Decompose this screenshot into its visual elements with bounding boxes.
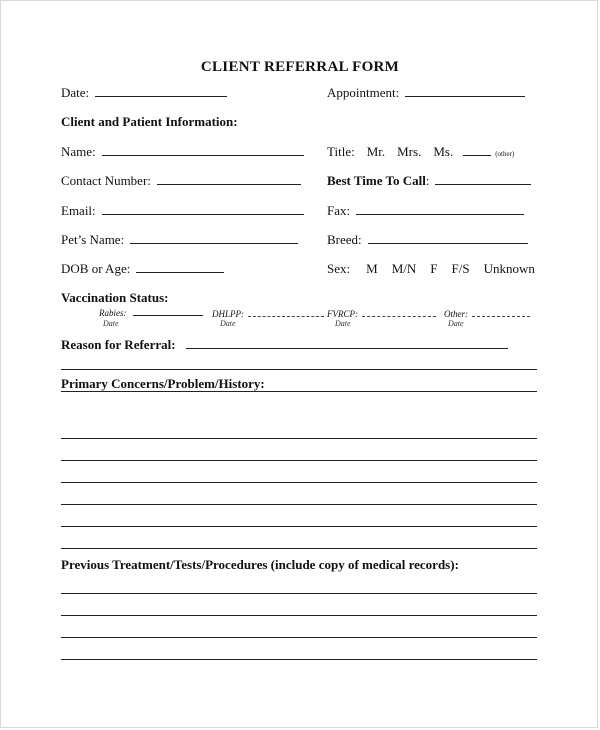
title-other-label: (other) — [495, 150, 515, 158]
vaccine-rabies-label: Rabies: — [99, 308, 127, 318]
vaccine-fvrcp-date-label: Date — [335, 319, 351, 328]
vaccine-rabies-date-label: Date — [103, 319, 119, 328]
title-option-mr[interactable]: Mr. — [366, 144, 386, 159]
best-time-field[interactable] — [435, 173, 531, 185]
best-time-row — [327, 173, 531, 189]
reason-line[interactable] — [61, 369, 537, 370]
email-label: Email: — [61, 203, 96, 218]
vaccine-dhlpp-date-label: Date — [220, 319, 236, 328]
breed-label: Breed: — [327, 232, 362, 247]
date-field[interactable] — [95, 85, 227, 97]
client-section-heading: Client and Patient Information: — [61, 114, 238, 129]
email-row — [61, 203, 304, 219]
treatment-line[interactable] — [61, 637, 537, 638]
sex-label: Sex: — [327, 261, 351, 276]
vaccine-other-label: Other: — [444, 309, 468, 319]
pets-name-label: Pet’s Name: — [61, 232, 125, 247]
fax-label: Fax: — [327, 203, 351, 218]
concerns-line[interactable] — [61, 460, 537, 461]
concerns-line[interactable] — [61, 438, 537, 439]
fax-row — [327, 203, 524, 219]
sex-row — [327, 261, 535, 277]
sex-option-unknown[interactable]: Unknown — [483, 261, 535, 276]
vaccine-other — [444, 307, 530, 319]
reason-row — [61, 337, 508, 353]
vaccine-rabies — [99, 307, 203, 318]
breed-field[interactable] — [368, 232, 528, 244]
title-row — [327, 144, 514, 160]
contact-field[interactable] — [157, 173, 301, 185]
email-field[interactable] — [102, 203, 304, 215]
vaccine-other-field[interactable] — [472, 307, 530, 317]
vaccine-rabies-field[interactable] — [133, 307, 203, 316]
appointment-field[interactable] — [405, 85, 525, 97]
vaccine-other-date-label: Date — [448, 319, 464, 328]
treatment-section-heading: Previous Treatment/Tests/Procedures (include copy of medical records): — [61, 557, 459, 572]
title-option-ms[interactable]: Ms. — [433, 144, 454, 159]
dob-label: DOB or Age: — [61, 261, 131, 276]
concerns-line[interactable] — [61, 526, 537, 527]
vaccine-dhlpp-label: DHLPP: — [212, 309, 244, 319]
contact-row — [61, 173, 301, 189]
reason-section-heading: Reason for Referral: — [61, 337, 176, 352]
treatment-line[interactable] — [61, 659, 537, 660]
vaccine-fvrcp — [327, 307, 436, 319]
pets-name-field[interactable] — [130, 232, 298, 244]
vaccination-section-heading: Vaccination Status: — [61, 290, 169, 305]
name-label: Name: — [61, 144, 96, 159]
sex-option-f[interactable]: F — [430, 261, 438, 276]
sex-option-m[interactable]: M — [366, 261, 378, 276]
vaccine-fvrcp-label: FVRCP: — [327, 309, 358, 319]
title-option-mrs[interactable]: Mrs. — [397, 144, 422, 159]
concerns-line[interactable] — [61, 504, 537, 505]
date-label: Date: — [61, 85, 90, 100]
contact-label: Contact Number: — [61, 173, 151, 188]
dob-field[interactable] — [136, 261, 224, 273]
treatment-line[interactable] — [61, 615, 537, 616]
title-other-field[interactable] — [463, 144, 491, 156]
vaccine-fvrcp-field[interactable] — [362, 307, 436, 317]
vaccine-dhlpp-field[interactable] — [248, 307, 324, 317]
pets-name-row — [61, 232, 298, 248]
vaccine-dhlpp — [212, 307, 324, 319]
breed-row — [327, 232, 528, 248]
concerns-line[interactable] — [61, 548, 537, 549]
concerns-section-heading: Primary Concerns/Problem/History: — [61, 376, 265, 391]
form-title: CLIENT REFERRAL FORM — [200, 59, 400, 75]
fax-field[interactable] — [356, 203, 524, 215]
name-row — [61, 144, 304, 160]
reason-field[interactable] — [186, 337, 508, 349]
name-field[interactable] — [102, 144, 304, 156]
concerns-line[interactable] — [61, 482, 537, 483]
treatment-line[interactable] — [61, 593, 537, 594]
date-row — [61, 85, 227, 101]
appointment-row — [327, 85, 525, 101]
dob-row — [61, 261, 224, 277]
title-label: Title: — [327, 144, 355, 159]
best-time-colon: : — [425, 173, 430, 188]
appointment-label: Appointment: — [327, 85, 400, 100]
sex-option-fs[interactable]: F/S — [451, 261, 470, 276]
best-time-label: Best Time To Call — [327, 173, 426, 188]
sex-option-mn[interactable]: M/N — [391, 261, 417, 276]
